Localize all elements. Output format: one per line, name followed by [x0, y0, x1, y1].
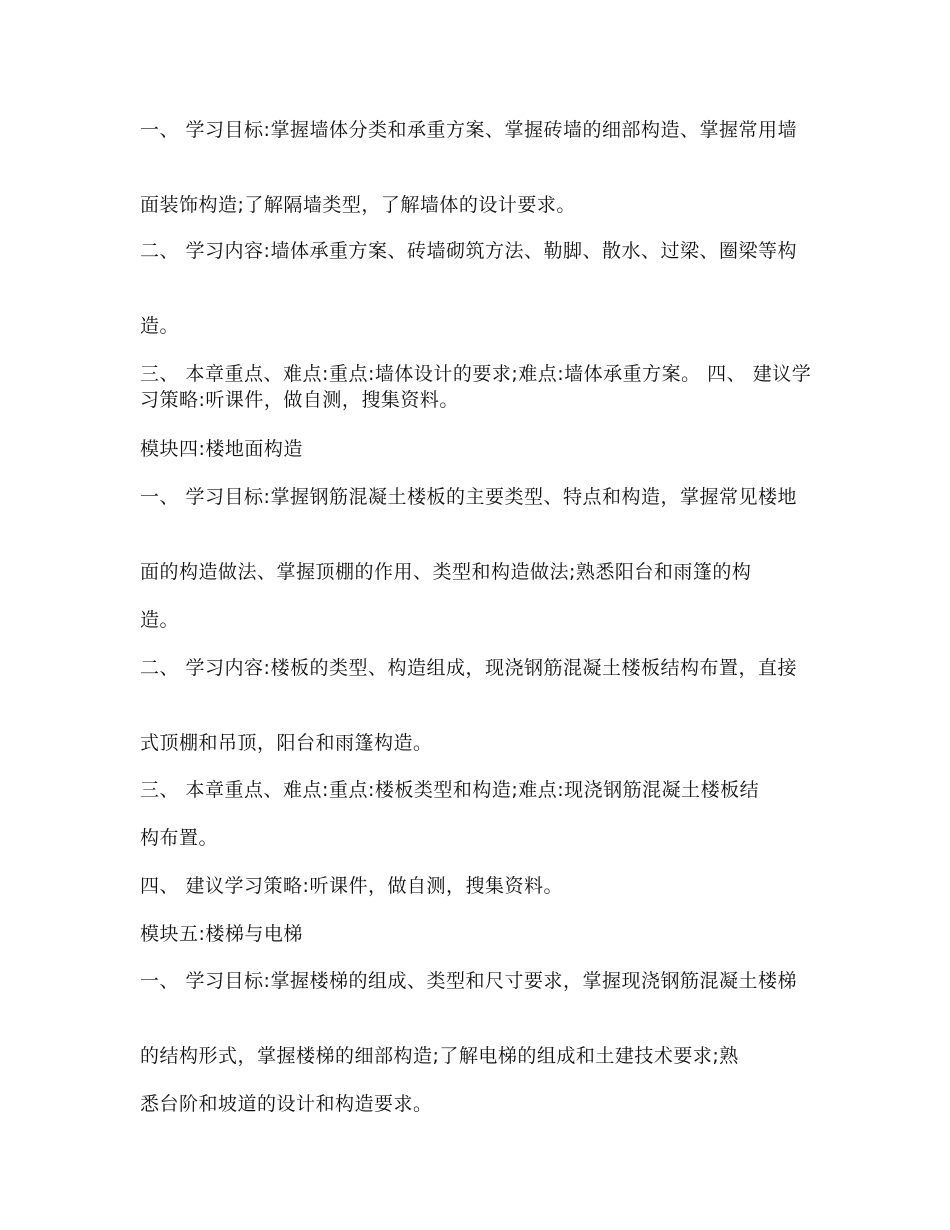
paragraph-line: 造。	[140, 315, 180, 337]
paragraph-line: 二、 学习内容:墙体承重方案、砖墙砌筑方法、勒脚、散水、过梁、圈梁等构	[140, 240, 797, 262]
paragraph-line: 悉台阶和坡道的设计和构造要求。	[140, 1093, 433, 1115]
section-heading: 模块五:楼梯与电梯	[140, 923, 303, 945]
paragraph-line: 构布置。	[140, 827, 219, 849]
paragraph-line: 造。	[140, 609, 180, 631]
paragraph-line: 面装饰构造;了解隔墙类型，了解墙体的设计要求。	[140, 194, 576, 216]
paragraph-line: 三、 本章重点、难点:重点:墙体设计的要求;难点:墙体承重方案。 四、 建议学习策略:听课件，做自测，搜集资料。	[140, 363, 812, 411]
section-heading: 模块四:楼地面构造	[140, 438, 303, 460]
paragraph-line: 一、 学习目标:掌握钢筋混凝土楼板的主要类型、特点和构造，掌握常见楼地	[140, 486, 797, 508]
paragraph-line: 三、 本章重点、难点:重点:楼板类型和构造;难点:现浇钢筋混凝土楼板结	[140, 779, 760, 801]
paragraph-line: 一、 学习目标:掌握墙体分类和承重方案、掌握砖墙的细部构造、掌握常用墙	[140, 119, 797, 141]
paragraph-line: 的结构形式，掌握楼梯的细部构造;了解电梯的组成和土建技术要求;熟	[140, 1045, 739, 1067]
paragraph-line: 二、 学习内容:楼板的类型、构造组成，现浇钢筋混凝土楼板结构布置，直接	[140, 657, 797, 679]
paragraph-line: 四、 建议学习策略:听课件，做自测，搜集资料。	[140, 875, 563, 897]
paragraph-line: 面的构造做法、掌握顶棚的作用、类型和构造做法;熟悉阳台和雨篷的构	[140, 561, 752, 583]
paragraph-line: 一、 学习目标:掌握楼梯的组成、类型和尺寸要求，掌握现浇钢筋混凝土楼梯	[140, 970, 797, 992]
paragraph-line: 式顶棚和吊顶，阳台和雨篷构造。	[140, 732, 433, 754]
